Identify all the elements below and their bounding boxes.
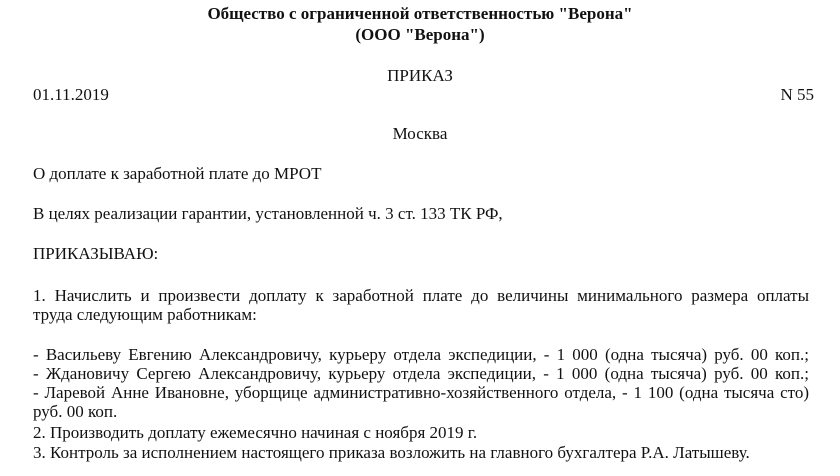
order-city: Москва [392, 124, 448, 143]
item-3: 3. Контроль за исполнением настоящего приказа возложить на главного бухгалтера Р.А. Латышеву. [33, 443, 750, 462]
order-title: ПРИКАЗ [387, 66, 453, 85]
item-1-line-2: труда следующим работникам: [33, 305, 257, 324]
org-full-name: Общество с ограниченной ответственностью "Верона" [207, 4, 633, 23]
order-date: 01.11.2019 [33, 85, 109, 104]
order-directive: ПРИКАЗЫВАЮ: [33, 244, 159, 263]
employee-line: - Ждановичу Сергею Александровичу, курьеру отдела экспедиции, - 1 000 (одна тысяча) руб. 00 коп.; [33, 364, 809, 383]
employee-line: - Ларевой Анне Ивановне, уборщице административно-хозяйственного отдела, - 1 100 (одна тысяча сто) [33, 383, 809, 402]
item-2: 2. Производить доплату ежемесячно начиная с ноября 2019 г. [33, 423, 478, 442]
employee-line: - Васильеву Евгению Александровичу, курьеру отдела экспедиции, - 1 000 (одна тысяча) руб. 00 коп.; [33, 345, 809, 364]
org-short-name: (ООО "Верона") [355, 25, 485, 44]
order-preamble: В целях реализации гарантии, установленной ч. 3 ст. 133 ТК РФ, [33, 204, 503, 223]
employee-line: руб. 00 коп. [33, 402, 118, 421]
order-number: N 55 [780, 85, 814, 104]
order-subject: О доплате к заработной плате до МРОТ [33, 164, 322, 183]
item-1-line-1: 1. Начислить и произвести доплату к заработной плате до величины минимального размера оплаты [33, 286, 809, 305]
